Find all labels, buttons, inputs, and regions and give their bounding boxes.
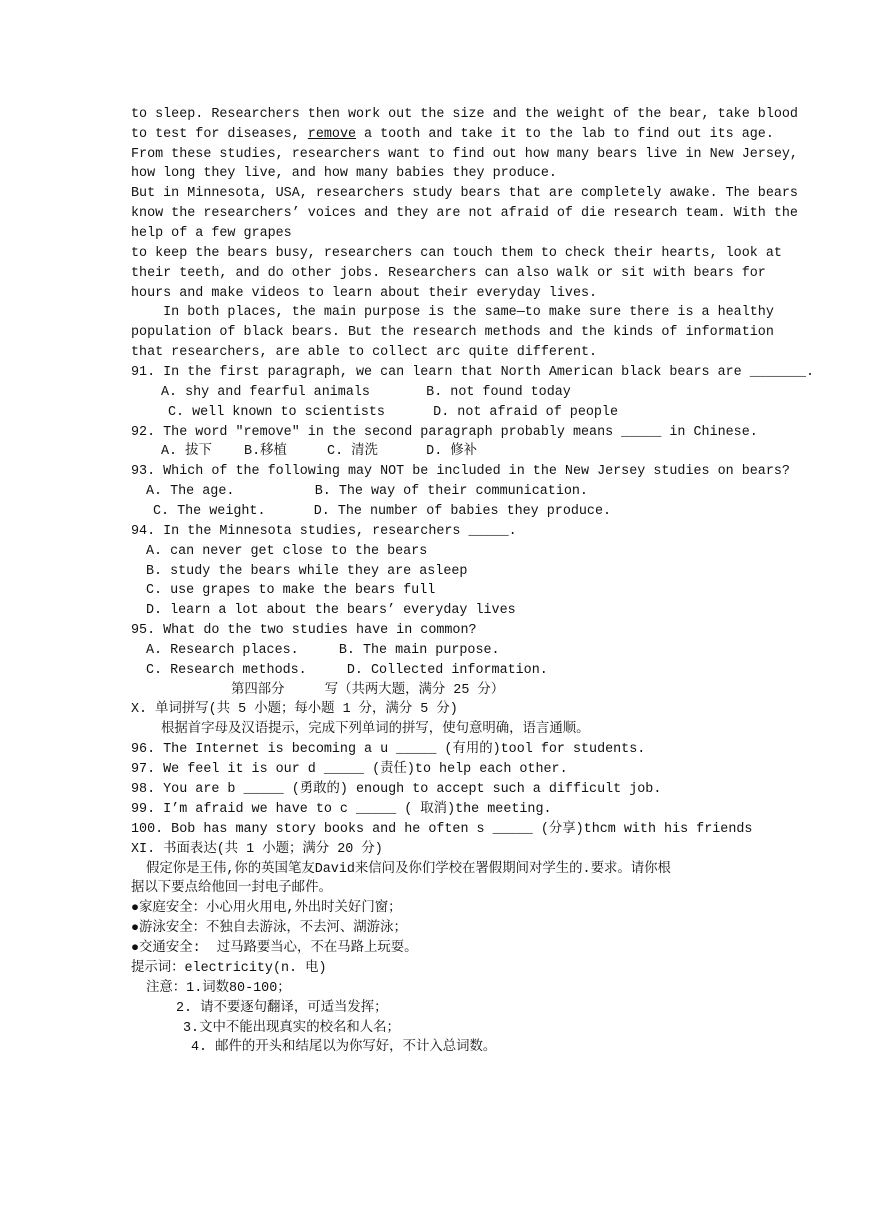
bullet-home-safety: ●家庭安全：小心用火用电,外出时关好门窗； <box>131 901 402 916</box>
passage-line-6: know the researchers’ voices and they are not afraid of die research team. With the <box>131 206 798 221</box>
question-95: 95. What do the two studies have in common? <box>131 623 477 638</box>
passage-line-8: to keep the bears busy, researchers can touch them to check their hearts, look at <box>131 246 782 261</box>
passage-line-11: In both places, the main purpose is the same—to make sure there is a healthy <box>131 305 774 320</box>
passage-line-2-start: to test for diseases, <box>131 127 308 142</box>
question-93-options-cd: C. The weight. D. The number of babies they produce. <box>153 504 612 519</box>
question-93: 93. Which of the following may NOT be included in the New Jersey studies on bears? <box>131 464 790 479</box>
note-1: 注意：1.词数80-100； <box>146 981 291 996</box>
question-92: 92. The word "remove" in the second paragraph probably means _____ in Chinese. <box>131 425 758 440</box>
question-96: 96. The Internet is becoming a u _____ (有用的)tool for students. <box>131 742 646 757</box>
question-93-options-ab: A. The age. B. The way of their communication. <box>146 484 588 499</box>
question-94-option-a: A. can never get close to the bears <box>146 544 428 559</box>
note-2: 2. 请不要逐句翻译，可适当发挥； <box>176 1001 388 1016</box>
passage-line-2 <box>131 125 774 145</box>
passage-line-3: From these studies, researchers want to find out how many bears live in New Jersey, <box>131 147 798 162</box>
question-95-options-ab: A. Research places. B. The main purpose. <box>146 643 500 658</box>
question-94-option-b: B. study the bears while they are asleep <box>146 564 468 579</box>
question-94-option-c: C. use grapes to make the bears full <box>146 583 436 598</box>
passage-line-7: help of a few grapes <box>131 226 292 241</box>
question-98: 98. You are b _____ (勇敢的) enough to accept such a difficult job. <box>131 782 662 797</box>
underlined-word-remove: remove <box>307 127 357 142</box>
section-x-instructions: 根据首字母及汉语提示，完成下列单词的拼写，使句意明确，语言通顺。 <box>161 722 590 737</box>
note-3: 3.文中不能出现真实的校名和人名； <box>183 1021 400 1036</box>
note-4: 4. 邮件的开头和结尾以为你写好，不计入总词数。 <box>191 1040 497 1055</box>
writing-prompt-line-1: 假定你是王伟,你的英国笔友David来信问及你们学校在署假期间对学生的.要求。请你根 <box>146 862 671 877</box>
writing-prompt-line-2: 据以下要点给他回一封电子邮件。 <box>131 881 332 896</box>
passage-line-9: their teeth, and do other jobs. Researchers can also walk or sit with bears for <box>131 266 766 281</box>
question-94: 94. In the Minnesota studies, researchers _____. <box>131 524 517 539</box>
hint-words: 提示词：electricity(n. 电) <box>131 961 327 976</box>
question-99: 99. I’m afraid we have to c _____ ( 取消)the meeting. <box>131 802 552 817</box>
bullet-swimming-safety: ●游泳安全：不独自去游泳，不去河、湖游泳； <box>131 921 407 936</box>
question-91: 91. In the first paragraph, we can learn that North American black bears are _______. <box>131 365 815 380</box>
question-91-options-ab: A. shy and fearful animals B. not found today <box>161 385 571 400</box>
bullet-traffic-safety: ●交通安全: 过马路要当心，不在马路上玩耍。 <box>131 941 418 956</box>
question-94-option-d: D. learn a lot about the bears’ everyday lives <box>146 603 516 618</box>
part-four-heading: 第四部分 写（共两大题，满分 25 分） <box>231 683 505 698</box>
question-92-options: A. 拔下 B.移植 C. 清洗 D. 修补 <box>161 444 478 459</box>
section-xi-title: XI. 书面表达(共 1 小题；满分 20 分) <box>131 842 383 857</box>
passage-line-12: population of black bears. But the research methods and the kinds of information <box>131 325 774 340</box>
passage-line-1: to sleep. Researchers then work out the size and the weight of the bear, take blood <box>131 107 798 122</box>
passage-line-2-end: a tooth and take it to the lab to find out its age. <box>356 127 774 142</box>
passage-line-4: how long they live, and how many babies they produce. <box>131 166 557 181</box>
passage-line-13: that researchers, are able to collect arc quite different. <box>131 345 598 360</box>
question-97: 97. We feel it is our d _____ (责任)to help each other. <box>131 762 568 777</box>
passage-line-10: hours and make videos to learn about their everyday lives. <box>131 286 598 301</box>
passage-line-5: But in Minnesota, USA, researchers study bears that are completely awake. The bears <box>131 186 798 201</box>
question-91-options-cd: C. well known to scientists D. not afraid of people <box>168 405 618 420</box>
question-100: 100. Bob has many story books and he often s _____ (分享)thcm with his friends <box>131 822 753 837</box>
section-x-title: X. 单词拼写(共 5 小题；每小题 1 分，满分 5 分) <box>131 702 458 717</box>
question-95-options-cd: C. Research methods. D. Collected information. <box>146 663 548 678</box>
